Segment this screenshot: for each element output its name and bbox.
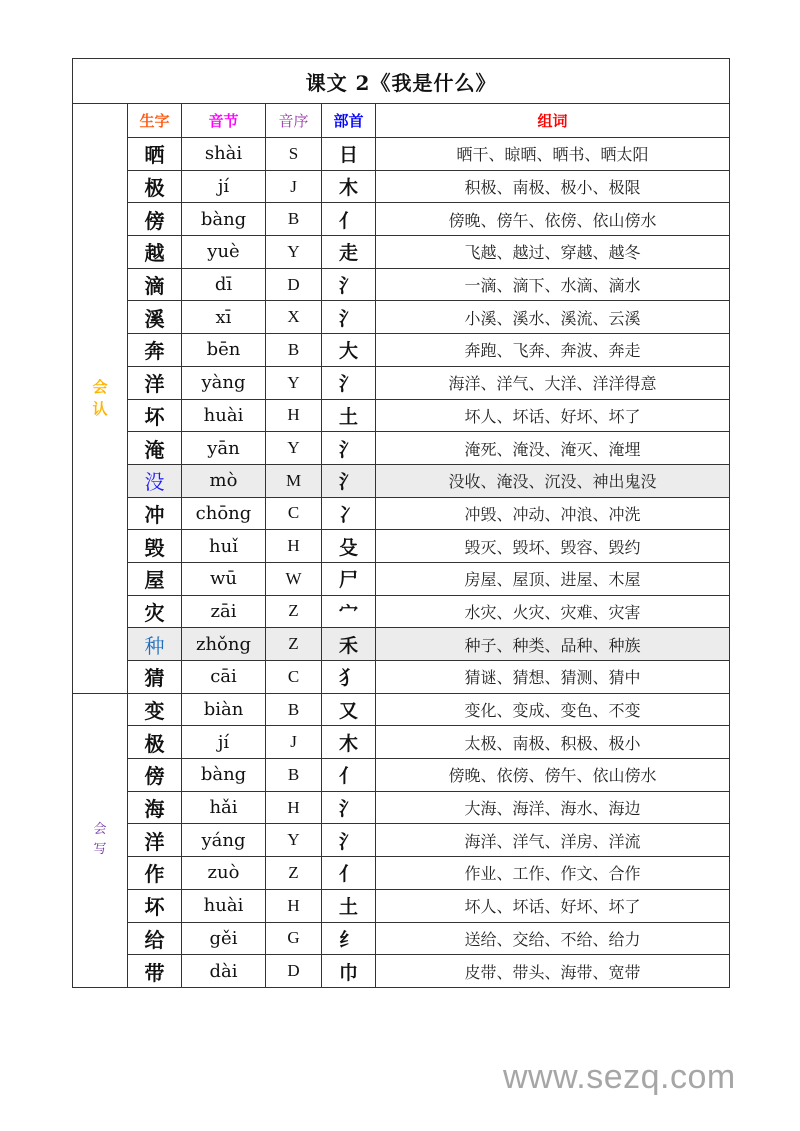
words-cell: 毁灭、毁坏、毁容、毁约 — [376, 530, 730, 563]
table-row — [73, 922, 730, 955]
table-row — [73, 170, 730, 203]
pinyin-cell: chōng — [182, 497, 266, 530]
radical-cell: 亻 — [322, 203, 376, 236]
radical-cell: 禾 — [322, 628, 376, 661]
char-cell: 灾 — [128, 595, 182, 628]
radical-cell: 犭 — [322, 661, 376, 694]
table-row — [73, 334, 730, 367]
table-row — [73, 138, 730, 171]
lesson-title: 课文 2《我是什么》 — [73, 59, 730, 104]
order-cell: H — [266, 530, 322, 563]
radical-cell: 殳 — [322, 530, 376, 563]
words-cell: 水灾、火灾、灾难、灾害 — [376, 595, 730, 628]
order-cell: Y — [266, 824, 322, 857]
radical-cell: 亻 — [322, 759, 376, 792]
order-cell: H — [266, 889, 322, 922]
vocabulary-sheet — [72, 58, 729, 988]
order-cell: Y — [266, 236, 322, 269]
char-cell: 毁 — [128, 530, 182, 563]
order-cell: M — [266, 464, 322, 497]
words-cell: 一滴、滴下、水滴、滴水 — [376, 268, 730, 301]
radical-cell: 土 — [322, 399, 376, 432]
pinyin-cell: jí — [182, 170, 266, 203]
table-row — [73, 824, 730, 857]
order-cell: B — [266, 759, 322, 792]
watermark: www.sezq.com — [503, 1058, 736, 1096]
words-cell: 变化、变成、变色、不变 — [376, 693, 730, 726]
table-row — [73, 497, 730, 530]
char-cell: 坏 — [128, 889, 182, 922]
char-cell: 极 — [128, 726, 182, 759]
words-cell: 大海、海洋、海水、海边 — [376, 791, 730, 824]
pinyin-cell: zhǒng — [182, 628, 266, 661]
table-row — [73, 562, 730, 595]
radical-cell: 纟 — [322, 922, 376, 955]
table-row — [73, 857, 730, 890]
header-pinyin: 音节 — [182, 104, 266, 138]
words-cell: 冲毁、冲动、冲浪、冲洗 — [376, 497, 730, 530]
words-cell: 没收、淹没、沉没、神出鬼没 — [376, 464, 730, 497]
words-cell: 海洋、洋气、洋房、洋流 — [376, 824, 730, 857]
char-cell: 晒 — [128, 138, 182, 171]
table-row — [73, 432, 730, 465]
radical-cell: 亻 — [322, 857, 376, 890]
char-cell: 坏 — [128, 399, 182, 432]
pinyin-cell: huǐ — [182, 530, 266, 563]
table-row — [73, 268, 730, 301]
char-cell: 傍 — [128, 203, 182, 236]
table-row — [73, 955, 730, 988]
order-cell: W — [266, 562, 322, 595]
radical-cell: 氵 — [322, 432, 376, 465]
pinyin-cell: gěi — [182, 922, 266, 955]
char-cell: 变 — [128, 693, 182, 726]
char-cell: 给 — [128, 922, 182, 955]
pinyin-cell: wū — [182, 562, 266, 595]
words-cell: 积极、南极、极小、极限 — [376, 170, 730, 203]
section-label-line1: 会 — [93, 822, 107, 838]
char-cell: 作 — [128, 857, 182, 890]
table-row — [73, 889, 730, 922]
order-cell: D — [266, 268, 322, 301]
order-cell: B — [266, 693, 322, 726]
table-row — [73, 628, 730, 661]
pinyin-cell: yàng — [182, 366, 266, 399]
order-cell: J — [266, 170, 322, 203]
char-cell: 淹 — [128, 432, 182, 465]
char-cell: 洋 — [128, 824, 182, 857]
pinyin-cell: yān — [182, 432, 266, 465]
table-row — [73, 726, 730, 759]
pinyin-cell: cāi — [182, 661, 266, 694]
table-row — [73, 301, 730, 334]
radical-cell: 土 — [322, 889, 376, 922]
radical-cell: 氵 — [322, 301, 376, 334]
pinyin-cell: zuò — [182, 857, 266, 890]
words-cell: 海洋、洋气、大洋、洋洋得意 — [376, 366, 730, 399]
pinyin-cell: huài — [182, 399, 266, 432]
pinyin-cell: yuè — [182, 236, 266, 269]
char-cell: 屋 — [128, 562, 182, 595]
section-label-recognize — [73, 104, 128, 694]
order-cell: Y — [266, 366, 322, 399]
words-cell: 淹死、淹没、淹灭、淹埋 — [376, 432, 730, 465]
order-cell: H — [266, 791, 322, 824]
words-cell: 送给、交给、不给、给力 — [376, 922, 730, 955]
words-cell: 皮带、带头、海带、宽带 — [376, 955, 730, 988]
char-cell: 奔 — [128, 334, 182, 367]
pinyin-cell: bàng — [182, 759, 266, 792]
char-cell: 溪 — [128, 301, 182, 334]
radical-cell: 氵 — [322, 791, 376, 824]
order-cell: Z — [266, 628, 322, 661]
radical-cell: 冫 — [322, 497, 376, 530]
section-label-line2: 认 — [92, 400, 108, 419]
radical-cell: 氵 — [322, 268, 376, 301]
words-cell: 坏人、坏话、好坏、坏了 — [376, 889, 730, 922]
words-cell: 种子、种类、品种、种族 — [376, 628, 730, 661]
radical-cell: 木 — [322, 170, 376, 203]
order-cell: X — [266, 301, 322, 334]
words-cell: 晒干、晾晒、晒书、晒太阳 — [376, 138, 730, 171]
pinyin-cell: bàng — [182, 203, 266, 236]
words-cell: 傍晚、依傍、傍午、依山傍水 — [376, 759, 730, 792]
pinyin-cell: mò — [182, 464, 266, 497]
order-cell: Y — [266, 432, 322, 465]
words-cell: 太极、南极、积极、极小 — [376, 726, 730, 759]
char-cell: 没 — [128, 464, 182, 497]
char-cell: 越 — [128, 236, 182, 269]
char-cell: 洋 — [128, 366, 182, 399]
pinyin-cell: dài — [182, 955, 266, 988]
order-cell: C — [266, 661, 322, 694]
pinyin-cell: biàn — [182, 693, 266, 726]
table-row — [73, 791, 730, 824]
section-label-line2: 写 — [93, 842, 107, 858]
header-char: 生字 — [128, 104, 182, 138]
radical-cell: 巾 — [322, 955, 376, 988]
header-words: 组词 — [376, 104, 730, 138]
radical-cell: 尸 — [322, 562, 376, 595]
table-row — [73, 203, 730, 236]
order-cell: H — [266, 399, 322, 432]
pinyin-cell: huài — [182, 889, 266, 922]
order-cell: J — [266, 726, 322, 759]
radical-cell: 大 — [322, 334, 376, 367]
table-row — [73, 366, 730, 399]
pinyin-cell: xī — [182, 301, 266, 334]
pinyin-cell: yáng — [182, 824, 266, 857]
order-cell: B — [266, 203, 322, 236]
order-cell: G — [266, 922, 322, 955]
header-order: 音序 — [266, 104, 322, 138]
table-row — [73, 464, 730, 497]
order-cell: S — [266, 138, 322, 171]
order-cell: D — [266, 955, 322, 988]
char-cell: 极 — [128, 170, 182, 203]
order-cell: C — [266, 497, 322, 530]
words-cell: 坏人、坏话、好坏、坏了 — [376, 399, 730, 432]
radical-cell: 又 — [322, 693, 376, 726]
pinyin-cell: zāi — [182, 595, 266, 628]
table-row — [73, 530, 730, 563]
words-cell: 傍晚、傍午、依傍、依山傍水 — [376, 203, 730, 236]
words-cell: 作业、工作、作文、合作 — [376, 857, 730, 890]
pinyin-cell: dī — [182, 268, 266, 301]
order-cell: B — [266, 334, 322, 367]
header-radical: 部首 — [322, 104, 376, 138]
radical-cell: 木 — [322, 726, 376, 759]
pinyin-cell: bēn — [182, 334, 266, 367]
radical-cell: 氵 — [322, 464, 376, 497]
section-label-line1: 会 — [92, 378, 108, 397]
words-cell: 小溪、溪水、溪流、云溪 — [376, 301, 730, 334]
pinyin-cell: shài — [182, 138, 266, 171]
char-cell: 滴 — [128, 268, 182, 301]
words-cell: 猜谜、猜想、猜测、猜中 — [376, 661, 730, 694]
words-cell: 房屋、屋顶、进屋、木屋 — [376, 562, 730, 595]
words-cell: 飞越、越过、穿越、越冬 — [376, 236, 730, 269]
char-cell: 傍 — [128, 759, 182, 792]
vocabulary-table — [72, 58, 730, 988]
char-cell: 带 — [128, 955, 182, 988]
pinyin-cell: jí — [182, 726, 266, 759]
order-cell: Z — [266, 595, 322, 628]
radical-cell: 氵 — [322, 366, 376, 399]
table-row — [73, 236, 730, 269]
table-row — [73, 693, 730, 726]
pinyin-cell: hǎi — [182, 791, 266, 824]
radical-cell: 氵 — [322, 824, 376, 857]
char-cell: 海 — [128, 791, 182, 824]
table-row — [73, 661, 730, 694]
char-cell: 种 — [128, 628, 182, 661]
table-row — [73, 399, 730, 432]
radical-cell: 走 — [322, 236, 376, 269]
table-row — [73, 759, 730, 792]
words-cell: 奔跑、飞奔、奔波、奔走 — [376, 334, 730, 367]
order-cell: Z — [266, 857, 322, 890]
table-row — [73, 595, 730, 628]
radical-cell: 日 — [322, 138, 376, 171]
section-label-write — [73, 693, 128, 987]
column-header-row — [73, 104, 730, 138]
radical-cell: 宀 — [322, 595, 376, 628]
char-cell: 冲 — [128, 497, 182, 530]
char-cell: 猜 — [128, 661, 182, 694]
